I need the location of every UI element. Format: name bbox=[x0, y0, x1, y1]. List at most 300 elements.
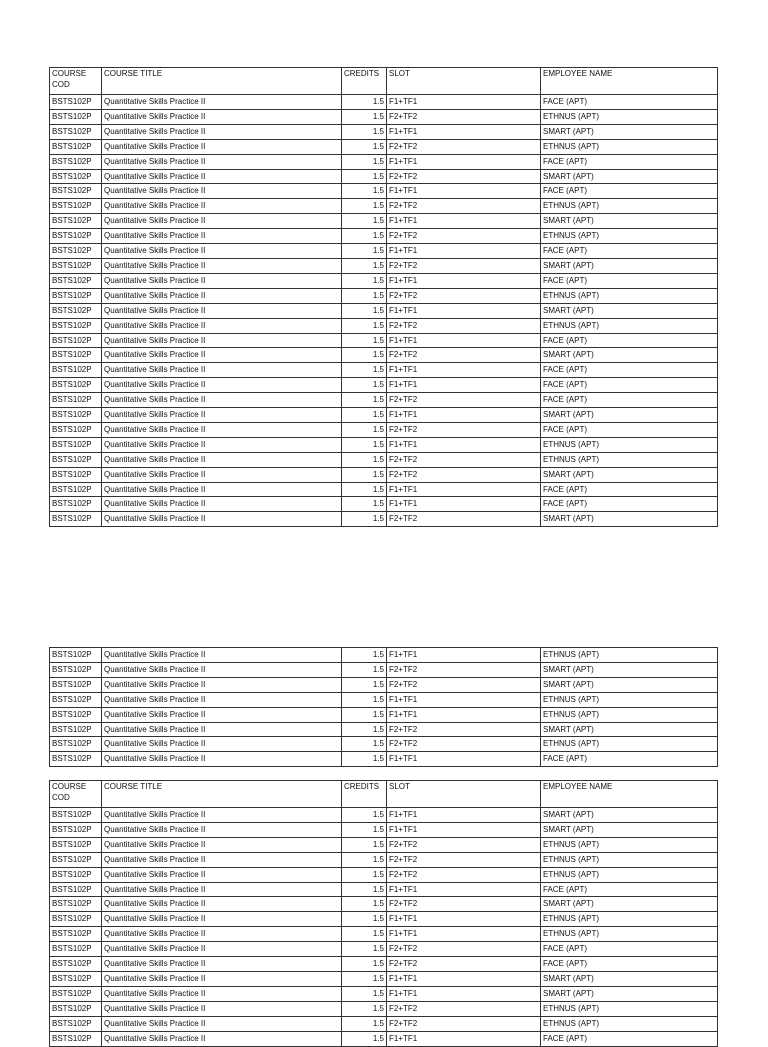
cell-credits: 1.5 bbox=[342, 707, 387, 722]
table-row bbox=[50, 482, 718, 497]
cell-credits: 1.5 bbox=[342, 452, 387, 467]
cell-employee-name: ETHNUS (APT) bbox=[541, 1001, 718, 1016]
cell-credits: 1.5 bbox=[342, 1016, 387, 1031]
cell-course-title: Quantitative Skills Practice II bbox=[102, 154, 342, 169]
cell-slot: F1+TF1 bbox=[387, 971, 541, 986]
cell-employee-name: SMART (APT) bbox=[541, 348, 718, 363]
cell-credits: 1.5 bbox=[342, 957, 387, 972]
table-row bbox=[50, 184, 718, 199]
table-row bbox=[50, 497, 718, 512]
cell-credits: 1.5 bbox=[342, 822, 387, 837]
cell-course-code: BSTS102P bbox=[50, 822, 102, 837]
cell-slot: F1+TF1 bbox=[387, 482, 541, 497]
cell-course-code: BSTS102P bbox=[50, 912, 102, 927]
cell-employee-name: SMART (APT) bbox=[541, 808, 718, 823]
table-row bbox=[50, 971, 718, 986]
cell-slot: F1+TF1 bbox=[387, 692, 541, 707]
cell-credits: 1.5 bbox=[342, 867, 387, 882]
cell-credits: 1.5 bbox=[342, 199, 387, 214]
cell-credits: 1.5 bbox=[342, 229, 387, 244]
table-row bbox=[50, 957, 718, 972]
cell-employee-name: SMART (APT) bbox=[541, 303, 718, 318]
cell-course-code: BSTS102P bbox=[50, 303, 102, 318]
table-row bbox=[50, 109, 718, 124]
cell-course-title: Quantitative Skills Practice II bbox=[102, 348, 342, 363]
cell-course-code: BSTS102P bbox=[50, 139, 102, 154]
cell-credits: 1.5 bbox=[342, 942, 387, 957]
table-row bbox=[50, 229, 718, 244]
cell-course-title: Quantitative Skills Practice II bbox=[102, 837, 342, 852]
cell-course-code: BSTS102P bbox=[50, 1031, 102, 1046]
cell-slot: F2+TF2 bbox=[387, 837, 541, 852]
cell-course-title: Quantitative Skills Practice II bbox=[102, 169, 342, 184]
cell-slot: F1+TF1 bbox=[387, 363, 541, 378]
cell-course-code: BSTS102P bbox=[50, 662, 102, 677]
table-row bbox=[50, 333, 718, 348]
table-row bbox=[50, 244, 718, 259]
cell-course-code: BSTS102P bbox=[50, 184, 102, 199]
cell-employee-name: ETHNUS (APT) bbox=[541, 318, 718, 333]
header-course-code: COURSE COD bbox=[50, 781, 102, 808]
cell-slot: F2+TF2 bbox=[387, 452, 541, 467]
cell-course-code: BSTS102P bbox=[50, 707, 102, 722]
cell-course-code: BSTS102P bbox=[50, 512, 102, 527]
cell-course-title: Quantitative Skills Practice II bbox=[102, 737, 342, 752]
cell-course-title: Quantitative Skills Practice II bbox=[102, 722, 342, 737]
cell-credits: 1.5 bbox=[342, 927, 387, 942]
table-row bbox=[50, 822, 718, 837]
cell-course-title: Quantitative Skills Practice II bbox=[102, 662, 342, 677]
cell-slot: F2+TF2 bbox=[387, 512, 541, 527]
cell-course-code: BSTS102P bbox=[50, 692, 102, 707]
table-row bbox=[50, 348, 718, 363]
cell-slot: F1+TF1 bbox=[387, 752, 541, 767]
cell-slot: F1+TF1 bbox=[387, 437, 541, 452]
cell-slot: F1+TF1 bbox=[387, 986, 541, 1001]
cell-credits: 1.5 bbox=[342, 288, 387, 303]
cell-course-code: BSTS102P bbox=[50, 422, 102, 437]
cell-course-title: Quantitative Skills Practice II bbox=[102, 95, 342, 110]
cell-slot: F1+TF1 bbox=[387, 927, 541, 942]
cell-employee-name: FACE (APT) bbox=[541, 882, 718, 897]
cell-employee-name: FACE (APT) bbox=[541, 244, 718, 259]
table-row bbox=[50, 467, 718, 482]
cell-credits: 1.5 bbox=[342, 408, 387, 423]
table-row bbox=[50, 512, 718, 527]
cell-credits: 1.5 bbox=[342, 154, 387, 169]
allocation-table-1 bbox=[49, 67, 718, 527]
cell-employee-name: SMART (APT) bbox=[541, 512, 718, 527]
cell-course-title: Quantitative Skills Practice II bbox=[102, 333, 342, 348]
cell-credits: 1.5 bbox=[342, 214, 387, 229]
cell-slot: F2+TF2 bbox=[387, 199, 541, 214]
cell-slot: F1+TF1 bbox=[387, 648, 541, 663]
cell-credits: 1.5 bbox=[342, 662, 387, 677]
header-course-title: COURSE TITLE bbox=[102, 68, 342, 95]
cell-employee-name: SMART (APT) bbox=[541, 722, 718, 737]
cell-course-title: Quantitative Skills Practice II bbox=[102, 452, 342, 467]
cell-course-title: Quantitative Skills Practice II bbox=[102, 677, 342, 692]
cell-employee-name: FACE (APT) bbox=[541, 752, 718, 767]
table-row bbox=[50, 1001, 718, 1016]
cell-course-code: BSTS102P bbox=[50, 897, 102, 912]
table-body bbox=[50, 648, 718, 767]
cell-slot: F1+TF1 bbox=[387, 184, 541, 199]
cell-credits: 1.5 bbox=[342, 971, 387, 986]
cell-credits: 1.5 bbox=[342, 1031, 387, 1046]
cell-slot: F2+TF2 bbox=[387, 662, 541, 677]
cell-slot: F2+TF2 bbox=[387, 258, 541, 273]
cell-course-code: BSTS102P bbox=[50, 927, 102, 942]
cell-employee-name: FACE (APT) bbox=[541, 1031, 718, 1046]
cell-course-title: Quantitative Skills Practice II bbox=[102, 971, 342, 986]
cell-credits: 1.5 bbox=[342, 422, 387, 437]
cell-employee-name: ETHNUS (APT) bbox=[541, 437, 718, 452]
cell-slot: F2+TF2 bbox=[387, 169, 541, 184]
cell-course-code: BSTS102P bbox=[50, 986, 102, 1001]
table-row bbox=[50, 408, 718, 423]
cell-employee-name: FACE (APT) bbox=[541, 942, 718, 957]
cell-course-code: BSTS102P bbox=[50, 1016, 102, 1031]
cell-course-code: BSTS102P bbox=[50, 957, 102, 972]
cell-slot: F2+TF2 bbox=[387, 318, 541, 333]
table-row bbox=[50, 214, 718, 229]
cell-slot: F1+TF1 bbox=[387, 882, 541, 897]
cell-employee-name: ETHNUS (APT) bbox=[541, 852, 718, 867]
table-row bbox=[50, 867, 718, 882]
header-course-code: COURSE COD bbox=[50, 68, 102, 95]
table-row bbox=[50, 927, 718, 942]
cell-slot: F1+TF1 bbox=[387, 95, 541, 110]
cell-credits: 1.5 bbox=[342, 244, 387, 259]
cell-course-code: BSTS102P bbox=[50, 229, 102, 244]
table-row bbox=[50, 677, 718, 692]
cell-employee-name: SMART (APT) bbox=[541, 408, 718, 423]
cell-employee-name: ETHNUS (APT) bbox=[541, 837, 718, 852]
cell-course-code: BSTS102P bbox=[50, 318, 102, 333]
cell-course-title: Quantitative Skills Practice II bbox=[102, 648, 342, 663]
table-row bbox=[50, 912, 718, 927]
table-row bbox=[50, 169, 718, 184]
cell-employee-name: FACE (APT) bbox=[541, 422, 718, 437]
table-row bbox=[50, 837, 718, 852]
cell-course-code: BSTS102P bbox=[50, 852, 102, 867]
cell-slot: F2+TF2 bbox=[387, 677, 541, 692]
cell-employee-name: FACE (APT) bbox=[541, 393, 718, 408]
cell-course-title: Quantitative Skills Practice II bbox=[102, 808, 342, 823]
cell-credits: 1.5 bbox=[342, 882, 387, 897]
table-row bbox=[50, 722, 718, 737]
table-row bbox=[50, 452, 718, 467]
header-employee-name: EMPLOYEE NAME bbox=[541, 781, 718, 808]
cell-course-title: Quantitative Skills Practice II bbox=[102, 942, 342, 957]
cell-course-title: Quantitative Skills Practice II bbox=[102, 867, 342, 882]
cell-course-code: BSTS102P bbox=[50, 288, 102, 303]
table-row bbox=[50, 986, 718, 1001]
cell-slot: F2+TF2 bbox=[387, 422, 541, 437]
cell-credits: 1.5 bbox=[342, 333, 387, 348]
cell-course-title: Quantitative Skills Practice II bbox=[102, 692, 342, 707]
cell-slot: F1+TF1 bbox=[387, 154, 541, 169]
cell-course-code: BSTS102P bbox=[50, 393, 102, 408]
cell-course-code: BSTS102P bbox=[50, 273, 102, 288]
cell-course-code: BSTS102P bbox=[50, 808, 102, 823]
cell-employee-name: ETHNUS (APT) bbox=[541, 648, 718, 663]
cell-employee-name: ETHNUS (APT) bbox=[541, 452, 718, 467]
cell-course-code: BSTS102P bbox=[50, 199, 102, 214]
cell-course-code: BSTS102P bbox=[50, 942, 102, 957]
table-row bbox=[50, 95, 718, 110]
cell-course-title: Quantitative Skills Practice II bbox=[102, 229, 342, 244]
cell-slot: F1+TF1 bbox=[387, 497, 541, 512]
cell-slot: F1+TF1 bbox=[387, 707, 541, 722]
cell-employee-name: SMART (APT) bbox=[541, 467, 718, 482]
cell-slot: F1+TF1 bbox=[387, 214, 541, 229]
cell-course-code: BSTS102P bbox=[50, 722, 102, 737]
cell-credits: 1.5 bbox=[342, 852, 387, 867]
cell-employee-name: FACE (APT) bbox=[541, 333, 718, 348]
cell-slot: F2+TF2 bbox=[387, 942, 541, 957]
cell-credits: 1.5 bbox=[342, 837, 387, 852]
cell-course-title: Quantitative Skills Practice II bbox=[102, 258, 342, 273]
table-row bbox=[50, 882, 718, 897]
cell-credits: 1.5 bbox=[342, 109, 387, 124]
cell-credits: 1.5 bbox=[342, 378, 387, 393]
cell-slot: F1+TF1 bbox=[387, 273, 541, 288]
cell-credits: 1.5 bbox=[342, 912, 387, 927]
cell-slot: F1+TF1 bbox=[387, 1031, 541, 1046]
cell-slot: F2+TF2 bbox=[387, 109, 541, 124]
cell-course-code: BSTS102P bbox=[50, 258, 102, 273]
table-row bbox=[50, 707, 718, 722]
cell-course-title: Quantitative Skills Practice II bbox=[102, 852, 342, 867]
cell-credits: 1.5 bbox=[342, 184, 387, 199]
cell-employee-name: ETHNUS (APT) bbox=[541, 867, 718, 882]
cell-credits: 1.5 bbox=[342, 808, 387, 823]
cell-employee-name: ETHNUS (APT) bbox=[541, 692, 718, 707]
cell-course-title: Quantitative Skills Practice II bbox=[102, 897, 342, 912]
allocation-table-2 bbox=[49, 647, 718, 767]
table-row bbox=[50, 199, 718, 214]
cell-credits: 1.5 bbox=[342, 737, 387, 752]
table-row bbox=[50, 303, 718, 318]
cell-course-code: BSTS102P bbox=[50, 95, 102, 110]
cell-credits: 1.5 bbox=[342, 258, 387, 273]
cell-employee-name: SMART (APT) bbox=[541, 897, 718, 912]
cell-course-title: Quantitative Skills Practice II bbox=[102, 244, 342, 259]
table-row bbox=[50, 422, 718, 437]
table-header-row bbox=[50, 68, 718, 95]
cell-slot: F2+TF2 bbox=[387, 852, 541, 867]
cell-employee-name: FACE (APT) bbox=[541, 497, 718, 512]
cell-course-title: Quantitative Skills Practice II bbox=[102, 303, 342, 318]
cell-slot: F2+TF2 bbox=[387, 737, 541, 752]
cell-course-code: BSTS102P bbox=[50, 124, 102, 139]
cell-course-title: Quantitative Skills Practice II bbox=[102, 109, 342, 124]
cell-course-code: BSTS102P bbox=[50, 737, 102, 752]
table-row bbox=[50, 1031, 718, 1046]
cell-course-code: BSTS102P bbox=[50, 154, 102, 169]
cell-course-code: BSTS102P bbox=[50, 363, 102, 378]
cell-credits: 1.5 bbox=[342, 497, 387, 512]
table-row bbox=[50, 437, 718, 452]
cell-course-code: BSTS102P bbox=[50, 437, 102, 452]
table-row bbox=[50, 942, 718, 957]
cell-slot: F1+TF1 bbox=[387, 244, 541, 259]
cell-course-code: BSTS102P bbox=[50, 677, 102, 692]
cell-employee-name: SMART (APT) bbox=[541, 971, 718, 986]
allocation-table-3 bbox=[49, 780, 718, 1047]
cell-credits: 1.5 bbox=[342, 318, 387, 333]
cell-credits: 1.5 bbox=[342, 986, 387, 1001]
cell-credits: 1.5 bbox=[342, 512, 387, 527]
cell-credits: 1.5 bbox=[342, 124, 387, 139]
cell-slot: F2+TF2 bbox=[387, 348, 541, 363]
cell-slot: F2+TF2 bbox=[387, 867, 541, 882]
cell-employee-name: FACE (APT) bbox=[541, 363, 718, 378]
header-credits: CREDITS bbox=[342, 68, 387, 95]
table-row bbox=[50, 737, 718, 752]
cell-employee-name: ETHNUS (APT) bbox=[541, 229, 718, 244]
cell-employee-name: FACE (APT) bbox=[541, 184, 718, 199]
cell-employee-name: ETHNUS (APT) bbox=[541, 912, 718, 927]
cell-course-title: Quantitative Skills Practice II bbox=[102, 139, 342, 154]
cell-slot: F2+TF2 bbox=[387, 393, 541, 408]
cell-course-title: Quantitative Skills Practice II bbox=[102, 273, 342, 288]
table-row bbox=[50, 273, 718, 288]
cell-employee-name: SMART (APT) bbox=[541, 986, 718, 1001]
header-employee-name: EMPLOYEE NAME bbox=[541, 68, 718, 95]
cell-credits: 1.5 bbox=[342, 273, 387, 288]
cell-course-title: Quantitative Skills Practice II bbox=[102, 882, 342, 897]
table-row bbox=[50, 852, 718, 867]
table-body bbox=[50, 95, 718, 527]
cell-employee-name: SMART (APT) bbox=[541, 662, 718, 677]
cell-course-title: Quantitative Skills Practice II bbox=[102, 422, 342, 437]
cell-course-title: Quantitative Skills Practice II bbox=[102, 927, 342, 942]
table-row bbox=[50, 154, 718, 169]
cell-course-title: Quantitative Skills Practice II bbox=[102, 124, 342, 139]
cell-slot: F1+TF1 bbox=[387, 378, 541, 393]
cell-course-title: Quantitative Skills Practice II bbox=[102, 467, 342, 482]
cell-course-code: BSTS102P bbox=[50, 214, 102, 229]
cell-course-code: BSTS102P bbox=[50, 867, 102, 882]
cell-course-code: BSTS102P bbox=[50, 333, 102, 348]
cell-slot: F2+TF2 bbox=[387, 957, 541, 972]
table-row bbox=[50, 139, 718, 154]
cell-credits: 1.5 bbox=[342, 1001, 387, 1016]
cell-credits: 1.5 bbox=[342, 95, 387, 110]
table-row bbox=[50, 393, 718, 408]
cell-course-code: BSTS102P bbox=[50, 971, 102, 986]
cell-slot: F1+TF1 bbox=[387, 333, 541, 348]
cell-course-title: Quantitative Skills Practice II bbox=[102, 822, 342, 837]
cell-course-code: BSTS102P bbox=[50, 467, 102, 482]
cell-employee-name: FACE (APT) bbox=[541, 957, 718, 972]
cell-course-code: BSTS102P bbox=[50, 837, 102, 852]
cell-slot: F1+TF1 bbox=[387, 303, 541, 318]
table-row bbox=[50, 288, 718, 303]
cell-course-title: Quantitative Skills Practice II bbox=[102, 512, 342, 527]
cell-employee-name: SMART (APT) bbox=[541, 169, 718, 184]
cell-course-title: Quantitative Skills Practice II bbox=[102, 1001, 342, 1016]
cell-slot: F2+TF2 bbox=[387, 1001, 541, 1016]
cell-employee-name: SMART (APT) bbox=[541, 124, 718, 139]
cell-course-title: Quantitative Skills Practice II bbox=[102, 1031, 342, 1046]
cell-credits: 1.5 bbox=[342, 139, 387, 154]
cell-course-code: BSTS102P bbox=[50, 1001, 102, 1016]
cell-course-code: BSTS102P bbox=[50, 378, 102, 393]
cell-employee-name: FACE (APT) bbox=[541, 154, 718, 169]
cell-course-title: Quantitative Skills Practice II bbox=[102, 199, 342, 214]
header-slot: SLOT bbox=[387, 68, 541, 95]
cell-course-code: BSTS102P bbox=[50, 348, 102, 363]
cell-employee-name: SMART (APT) bbox=[541, 677, 718, 692]
cell-credits: 1.5 bbox=[342, 393, 387, 408]
cell-employee-name: ETHNUS (APT) bbox=[541, 927, 718, 942]
cell-employee-name: FACE (APT) bbox=[541, 482, 718, 497]
cell-employee-name: ETHNUS (APT) bbox=[541, 707, 718, 722]
table-row bbox=[50, 897, 718, 912]
cell-course-code: BSTS102P bbox=[50, 752, 102, 767]
cell-course-title: Quantitative Skills Practice II bbox=[102, 184, 342, 199]
table-row bbox=[50, 124, 718, 139]
cell-credits: 1.5 bbox=[342, 169, 387, 184]
cell-course-code: BSTS102P bbox=[50, 882, 102, 897]
cell-credits: 1.5 bbox=[342, 482, 387, 497]
cell-course-title: Quantitative Skills Practice II bbox=[102, 393, 342, 408]
cell-employee-name: ETHNUS (APT) bbox=[541, 109, 718, 124]
cell-course-title: Quantitative Skills Practice II bbox=[102, 707, 342, 722]
header-slot: SLOT bbox=[387, 781, 541, 808]
cell-course-code: BSTS102P bbox=[50, 482, 102, 497]
table-row bbox=[50, 662, 718, 677]
cell-credits: 1.5 bbox=[342, 303, 387, 318]
cell-employee-name: FACE (APT) bbox=[541, 273, 718, 288]
cell-course-title: Quantitative Skills Practice II bbox=[102, 986, 342, 1001]
cell-credits: 1.5 bbox=[342, 677, 387, 692]
cell-slot: F1+TF1 bbox=[387, 912, 541, 927]
cell-credits: 1.5 bbox=[342, 722, 387, 737]
cell-slot: F1+TF1 bbox=[387, 408, 541, 423]
cell-course-title: Quantitative Skills Practice II bbox=[102, 214, 342, 229]
cell-course-code: BSTS102P bbox=[50, 169, 102, 184]
table-row bbox=[50, 752, 718, 767]
cell-slot: F1+TF1 bbox=[387, 124, 541, 139]
cell-slot: F2+TF2 bbox=[387, 722, 541, 737]
cell-course-title: Quantitative Skills Practice II bbox=[102, 288, 342, 303]
cell-credits: 1.5 bbox=[342, 752, 387, 767]
cell-course-title: Quantitative Skills Practice II bbox=[102, 318, 342, 333]
cell-course-title: Quantitative Skills Practice II bbox=[102, 378, 342, 393]
table-row bbox=[50, 692, 718, 707]
table-header-row bbox=[50, 781, 718, 808]
cell-course-title: Quantitative Skills Practice II bbox=[102, 363, 342, 378]
cell-employee-name: SMART (APT) bbox=[541, 258, 718, 273]
cell-employee-name: ETHNUS (APT) bbox=[541, 737, 718, 752]
cell-slot: F2+TF2 bbox=[387, 288, 541, 303]
cell-course-title: Quantitative Skills Practice II bbox=[102, 408, 342, 423]
cell-credits: 1.5 bbox=[342, 467, 387, 482]
cell-course-code: BSTS102P bbox=[50, 109, 102, 124]
cell-slot: F2+TF2 bbox=[387, 139, 541, 154]
cell-credits: 1.5 bbox=[342, 348, 387, 363]
table-row bbox=[50, 648, 718, 663]
cell-course-title: Quantitative Skills Practice II bbox=[102, 1016, 342, 1031]
table-row bbox=[50, 318, 718, 333]
table-row bbox=[50, 363, 718, 378]
cell-course-title: Quantitative Skills Practice II bbox=[102, 437, 342, 452]
